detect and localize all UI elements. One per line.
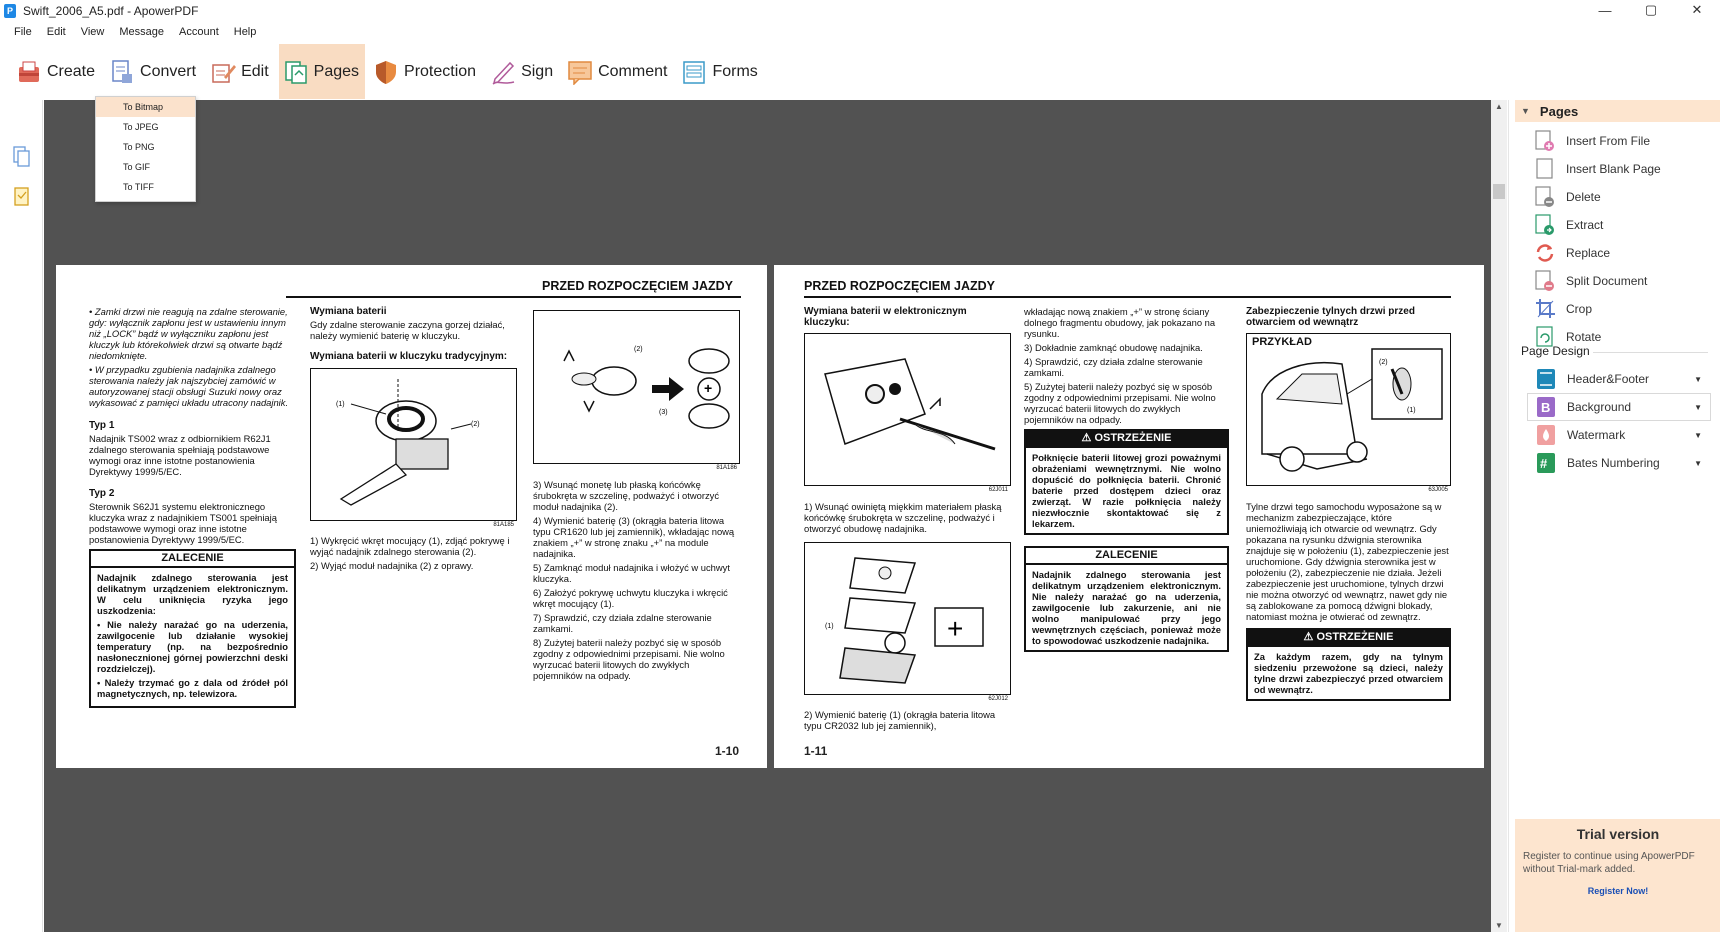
step-text: wkładając nową znakiem „+” w stronę ściany dolnego fragmentu obudowy, jak pokazano na rysunku. <box>1024 306 1216 339</box>
delete-page-icon <box>1535 186 1555 208</box>
notice-body <box>91 568 294 706</box>
car-door-illustration <box>1247 334 1450 485</box>
app-logo-icon: P <box>4 4 16 18</box>
notice-bullet: • Nie należy narażać go na uderzenia, zawilgocenie lub działanie wysokiej temperatury (np. na bezpośrednio nasłonecznionej górnej powierzchni deski rozdzielczej). <box>97 619 289 674</box>
trial-banner <box>1515 819 1720 932</box>
figure-code: 62J012 <box>988 696 1008 702</box>
step-text: 7) Sprawdzić, czy działa zdalne sterowanie zamkami. <box>533 612 712 634</box>
warning-title: ⚠ OSTRZEŻENIE <box>1026 431 1227 448</box>
delete-page-button[interactable] <box>1535 184 1715 210</box>
replace-page-label: Replace <box>1566 246 1611 260</box>
create-label: Create <box>47 62 96 80</box>
svg-text:#: # <box>1540 456 1548 471</box>
menu-help[interactable]: Help <box>233 26 257 38</box>
bookmarks-icon[interactable] <box>13 186 31 208</box>
create-icon <box>16 59 42 85</box>
convert-dropdown-menu <box>95 96 196 202</box>
bates-numbering-label: Bates Numbering <box>1567 456 1660 470</box>
menu-account[interactable]: Account <box>179 26 219 38</box>
insert-from-file-label: Insert From File <box>1566 134 1651 148</box>
warning-text: Za każdym razem, gdy na tylnym siedzeniu przewożone są dzieci, należy tylne drzwi zabezpieczyć przed otwarciem od wewnątrz. <box>1254 651 1443 695</box>
split-document-button[interactable] <box>1535 268 1715 294</box>
page-number: 1-10 <box>714 744 739 758</box>
trial-text: Register to continue using ApowerPDF without Trial-mark added. <box>1523 851 1695 875</box>
notice-text: Nadajnik zdalnego sterowania jest delikatnym urządzeniem elektronicznym. W celu uniknięcia ryzyka jego uszkodzenia: <box>97 572 288 616</box>
title-bar <box>0 0 1720 22</box>
menu-item-to-tiff[interactable]: To TIFF <box>123 182 154 192</box>
header-rule <box>286 296 741 298</box>
figure-code: 81A186 <box>716 465 737 471</box>
step-text: 8) Zużytej baterii należy pozbyć się w sposób zgodny z odpowiednimi przepisami. Nie wolno wyrzucać baterii litowych do zwykłych pojemników na odpady. <box>533 637 725 681</box>
insert-blank-page-icon <box>1535 158 1555 180</box>
pdf-page-right <box>774 265 1484 768</box>
menu-file[interactable]: File <box>14 26 32 38</box>
menu-item-to-jpeg[interactable]: To JPEG <box>123 122 159 132</box>
minimize-button[interactable]: — <box>1598 2 1612 18</box>
traditional-key-illustration <box>311 369 516 520</box>
bullet-text: • W przypadku zgubienia nadajnika zdalnego sterowania należy jak najszybciej zamówić w autoryzowanej stacji obsługi Suzuki nowy oraz wykasować z pamięci układu utracony nadajnik. <box>89 364 289 408</box>
step-text: 3) Dokładnie zamknąć obudowę nadajnika. <box>1024 342 1203 353</box>
figure-code: 62J011 <box>988 487 1008 493</box>
sign-icon <box>490 59 516 85</box>
figure-label: (2) <box>471 421 480 428</box>
transmitter-illustration <box>534 311 739 463</box>
register-now-link[interactable]: Register Now! <box>1587 886 1649 896</box>
menu-item-to-png[interactable]: To PNG <box>123 142 155 152</box>
window-controls <box>1582 0 1720 22</box>
paragraph: Sterownik S62J1 systemu elektronicznego kluczyka wraz z nadajnikiem TS001 spełniają podstawowe wymogi oraz inne istotne postanowienia Dyrektywy 1999/5/EC. <box>89 501 277 545</box>
step-text: 2) Wymienić baterię (1) (okrągła bateria litowa typu CR2032 lub jej zamiennik), <box>804 709 996 731</box>
plus-glyph: + <box>947 613 964 644</box>
step-text: 5) Zużytej baterii należy pozbyć się w sposób zgodny z odpowiednimi przepisami. Nie wolno wyrzucać baterii litowych do zwykłych pojemników na odpady. <box>1024 381 1216 425</box>
page-thumbnails-icon[interactable] <box>13 146 31 168</box>
section-title: Typ 1 <box>89 420 115 431</box>
sign-label: Sign <box>521 62 554 80</box>
section-title: Zabezpieczenie tylnych drzwi przed otwarciem od wewnątrz <box>1246 306 1415 328</box>
dropdown-caret-icon: ▼ <box>1694 430 1702 440</box>
left-page-column-3 <box>533 310 740 684</box>
figure-label: (1) <box>825 623 834 630</box>
svg-text:B: B <box>1541 400 1551 415</box>
protection-button[interactable] <box>369 44 482 99</box>
battery-replacement-illustration <box>805 543 1010 694</box>
sign-button[interactable] <box>486 44 559 99</box>
dropdown-caret-icon: ▼ <box>1694 374 1702 384</box>
main-toolbar <box>0 43 1720 100</box>
left-page-column-1 <box>89 306 296 708</box>
notice-box <box>1024 546 1229 652</box>
warning-box <box>1246 628 1451 701</box>
paragraph: Gdy zdalne sterowanie zaczyna gorzej działać, należy wymienić baterię w kluczyku. <box>310 319 505 341</box>
menu-edit[interactable]: Edit <box>46 26 66 38</box>
convert-icon <box>109 59 135 85</box>
pages-icon <box>283 59 309 85</box>
collapse-caret-icon: ▼ <box>1521 106 1530 116</box>
background-label: Background <box>1567 400 1632 414</box>
figure-label: (3) <box>659 409 668 416</box>
document-canvas <box>44 100 1491 932</box>
background-dropdown[interactable] <box>1527 393 1711 421</box>
step-text: 4) Sprawdzić, czy działa zdalne sterowanie zamkami. <box>1024 356 1203 378</box>
figure-code: 63J005 <box>1428 487 1448 493</box>
forms-label: Forms <box>712 62 758 80</box>
battery-figure <box>804 542 1011 702</box>
figure-label: (2) <box>1379 359 1388 366</box>
notice-title: ZALECENIE <box>1026 548 1227 565</box>
header-footer-dropdown[interactable] <box>1527 365 1711 393</box>
extract-page-label: Extract <box>1566 218 1604 232</box>
split-document-label: Split Document <box>1566 274 1648 288</box>
right-page-column-3 <box>1246 306 1451 701</box>
watermark-label: Watermark <box>1567 428 1626 442</box>
section-title: Wymiana baterii w elektronicznym kluczyku: <box>804 306 967 328</box>
vertical-scrollbar[interactable] <box>1491 100 1507 932</box>
bullet-text: • Zamki drzwi nie reagują na zdalne sterowanie, gdy: wyłącznik zapłonu jest w ustawieniu innym niż „LOCK” bądź w wyłączniku zapłonu jest kluczyk lub którekolwiek drzwi są otwarte bądź niedomknięte. <box>89 306 288 361</box>
step-text: 1) Wykręcić wkręt mocujący (1), zdjąć pokrywę i wyjąć nadajnik zdalnego sterowania (2). <box>310 535 510 557</box>
convert-label: Convert <box>140 62 197 80</box>
section-title: Typ 2 <box>89 488 115 499</box>
comment-label: Comment <box>598 62 668 80</box>
replace-page-button[interactable] <box>1535 240 1715 266</box>
pages-panel <box>1508 100 1720 932</box>
step-text: 2) Wyjąć moduł nadajnika (2) z oprawy. <box>310 560 474 571</box>
protection-label: Protection <box>404 62 477 80</box>
notice-bullet: • Należy trzymać go z dala od źródeł pól magnetycznych, np. telewizora. <box>97 677 288 699</box>
menu-item-to-bitmap[interactable]: To Bitmap <box>96 97 195 117</box>
menu-bar <box>0 23 271 41</box>
notice-title: ZALECENIE <box>91 551 294 568</box>
menu-item-to-gif[interactable]: To GIF <box>123 162 151 172</box>
watermark-icon <box>1536 424 1556 446</box>
pdf-page-left <box>56 265 767 768</box>
page-design-section-title: Page Design <box>1521 344 1590 358</box>
step-text: 4) Wymienić baterię (3) (okrągła bateria litowa typu CR1620 lub jej zamiennik), wkładając nową znakiem „+” w stronę znaku „+” na module nadajnika. <box>533 515 735 559</box>
figure-label: (1) <box>1407 407 1416 414</box>
insert-blank-page-button[interactable] <box>1535 156 1715 182</box>
bates-numbering-dropdown[interactable] <box>1527 449 1711 477</box>
page-header: PRZED ROZPOCZĘCIEM JAZDY <box>804 279 995 293</box>
crop-icon <box>1535 298 1555 320</box>
protection-icon <box>373 59 399 85</box>
split-document-icon <box>1535 270 1555 292</box>
figure-code: 81A185 <box>493 522 514 528</box>
edit-label: Edit <box>241 62 269 80</box>
pages-panel-title: Pages <box>1539 103 1579 119</box>
left-sidebar <box>0 100 43 932</box>
child-lock-figure <box>1246 333 1451 493</box>
maximize-button[interactable]: ▢ <box>1644 2 1658 17</box>
electronic-key-figure <box>804 333 1011 493</box>
rotate-label: Rotate <box>1566 330 1602 344</box>
paragraph: Nadajnik TS002 wraz z odbiornikiem R62J1 zdalnego sterowania spełniają podstawowe wymogi oraz inne istotne postanowienia Dyrektywy 1999/5/EC. <box>89 433 271 477</box>
scroll-thumb[interactable] <box>1493 184 1505 199</box>
replace-page-icon <box>1535 242 1555 264</box>
convert-button[interactable] <box>105 44 202 99</box>
scroll-down-icon[interactable]: ▼ <box>1495 921 1503 930</box>
delete-page-label: Delete <box>1566 190 1601 204</box>
electronic-key-illustration <box>805 334 1010 485</box>
page-header: PRZED ROZPOCZĘCIEM JAZDY <box>542 279 733 293</box>
insert-blank-page-label: Insert Blank Page <box>1566 162 1661 176</box>
left-page-column-2 <box>310 306 517 574</box>
window-title: Swift_2006_A5.pdf - ApowerPDF <box>23 4 199 18</box>
notice-text: Nadajnik zdalnego sterowania jest delikatnym urządzeniem elektronicznym. Nie należy narażać go na uderzenia, zawilgocenie lub zakurzenie, ani nie wolno manipulować przy jego wewnętrznych częściach, ponieważ może to spowodować uszkodzenie nadajnika. <box>1032 569 1221 646</box>
comment-icon <box>567 59 593 85</box>
edit-button[interactable] <box>206 44 275 99</box>
dropdown-caret-icon: ▼ <box>1694 458 1702 468</box>
pages-button[interactable] <box>279 44 365 99</box>
warning-box <box>1024 429 1229 535</box>
menu-view[interactable]: View <box>80 26 105 38</box>
header-footer-icon <box>1536 368 1556 390</box>
figure-label: (1) <box>336 401 345 408</box>
right-page-column-1 <box>804 306 1011 734</box>
header-rule <box>804 296 1451 298</box>
step-text: 3) Wsunąć monetę lub płaską końcówkę śrubokręta w szczelinę, podważyć i otworzyć moduł nadajnika (2). <box>533 479 720 512</box>
key-figure <box>310 368 517 528</box>
dropdown-caret-icon: ▼ <box>1694 402 1702 412</box>
section-title: Wymiana baterii <box>310 306 387 317</box>
coin-opening-figure <box>533 310 740 471</box>
step-text: 6) Założyć pokrywę uchwytu kluczyka i wkręcić wkręt mocujący (1). <box>533 587 728 609</box>
example-label: PRZYKŁAD <box>1252 336 1312 348</box>
menu-message[interactable]: Message <box>119 26 164 38</box>
warning-text: Połknięcie baterii litowej grozi poważnymi obrażeniami wewnętrznymi. Nie wolno dopuścić do połknięcia baterii. Chronić baterie przed dostępem dzieci oraz zwierząt. W razie połknięcia należy niezwłocznie skontaktować się z lekarzem. <box>1032 452 1221 529</box>
section-divider <box>1593 352 1708 353</box>
insert-from-file-button[interactable] <box>1535 128 1715 154</box>
edit-icon <box>210 59 236 85</box>
crop-button[interactable] <box>1535 296 1715 322</box>
figure-label: (2) <box>634 346 643 353</box>
bates-numbering-icon <box>1536 452 1556 474</box>
step-text: 1) Wsunąć owiniętą miękkim materiałem płaską końcówkę śrubokręta w szczelinę, podważyć i otworzyć obudowę nadajnika. <box>804 501 1002 534</box>
trial-title: Trial version <box>1576 826 1660 842</box>
paragraph: Tylne drzwi tego samochodu wyposażone są w mechanizm zabezpieczające, które uniemożliwiają ich otwarcie od wewnątrz. Gdy pokazana na rysunku dźwignia sterownika znajduje się w położeniu (1), zabezpieczenie jest uruchomione. Gdy dźwignia sterownika jest w położeniu (2), zabezpieczenie nie działa. Jeżeli zabezpieczenie jest uruchomione, tylnych drzwi nie można otworzyć od wewnątrz, nawet gdy nie są zablokowane za pomocą dźwigni blokady, natomiast można je otwierać od zewnątrz. <box>1246 501 1449 622</box>
insert-from-file-icon <box>1535 130 1555 152</box>
background-icon <box>1536 396 1556 418</box>
pages-label: Pages <box>313 62 360 80</box>
create-button[interactable] <box>12 44 101 99</box>
warning-title: ⚠ OSTRZEŻENIE <box>1248 630 1449 647</box>
extract-page-icon <box>1535 214 1555 236</box>
notice-box <box>89 549 296 708</box>
pages-panel-header[interactable] <box>1515 100 1720 122</box>
close-button[interactable]: ✕ <box>1691 2 1703 17</box>
right-page-column-2 <box>1024 306 1229 652</box>
subsection-title: Wymiana baterii w kluczyku tradycyjnym: <box>310 351 508 362</box>
scroll-up-icon[interactable]: ▲ <box>1495 102 1503 111</box>
page-number: 1-11 <box>804 744 828 758</box>
crop-label: Crop <box>1566 302 1593 316</box>
watermark-dropdown[interactable] <box>1527 421 1711 449</box>
step-text: 5) Zamknąć moduł nadajnika i włożyć w uchwyt kluczyka. <box>533 562 730 584</box>
comment-button[interactable] <box>563 44 673 99</box>
forms-button[interactable] <box>677 44 763 99</box>
forms-icon <box>681 59 707 85</box>
header-footer-label: Header&Footer <box>1567 372 1650 386</box>
extract-page-button[interactable] <box>1535 212 1715 238</box>
plus-glyph: + <box>704 380 713 396</box>
